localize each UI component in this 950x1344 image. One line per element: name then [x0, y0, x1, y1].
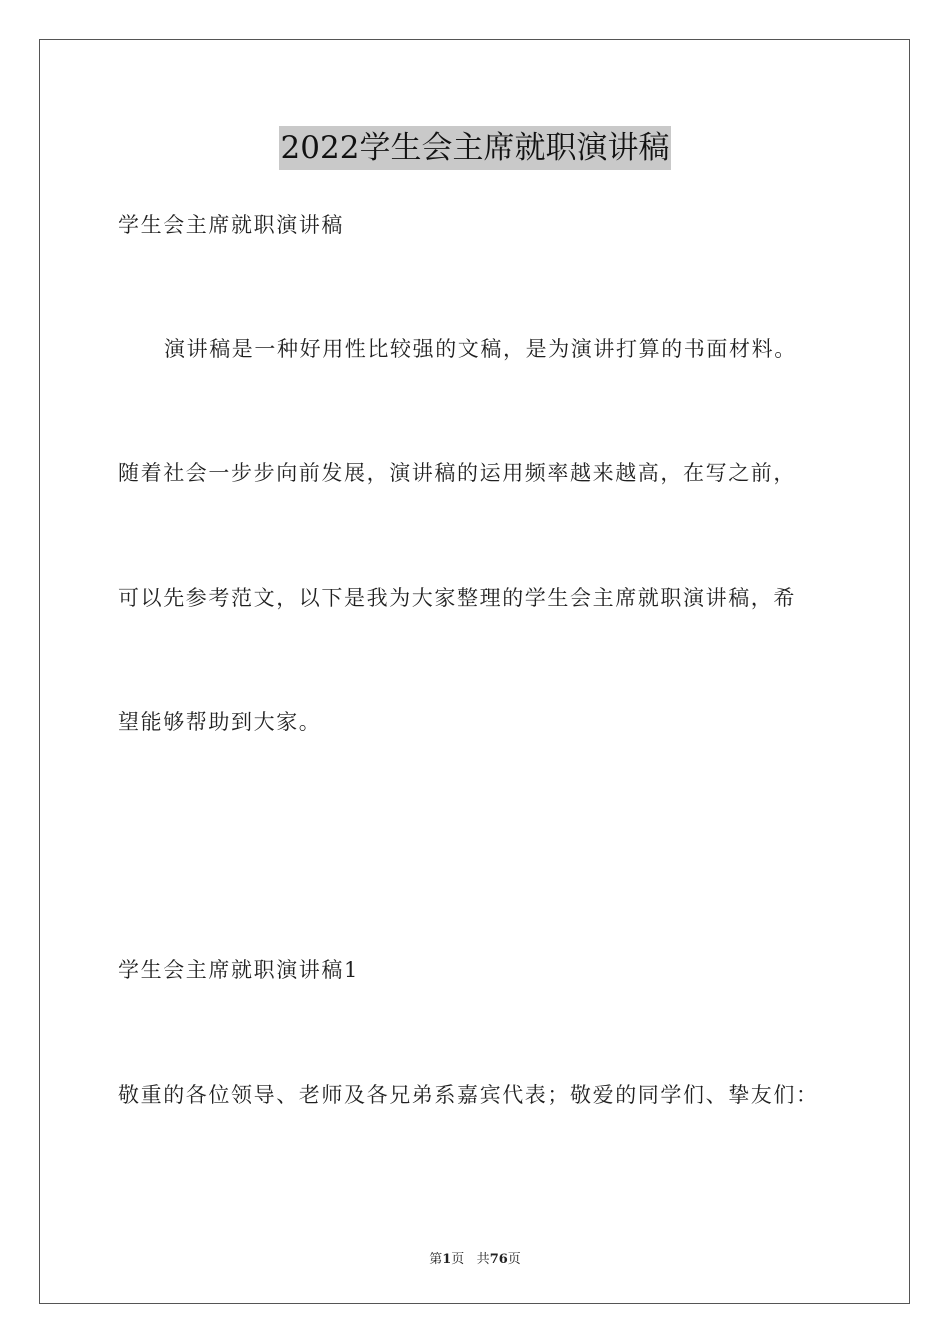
- intro-line-1: 演讲稿是一种好用性比较强的文稿，是为演讲打算的书面材料。: [164, 337, 797, 361]
- intro-line-3: 可以先参考范文，以下是我为大家整理的学生会主席就职演讲稿，希: [118, 586, 796, 610]
- footer-total-prefix: 共: [476, 1252, 490, 1267]
- title-container: [0, 126, 950, 170]
- footer-page-suffix: 页: [451, 1252, 465, 1267]
- intro-line-2: 随着社会一步步向前发展，演讲稿的运用频率越来越高，在写之前，: [118, 461, 796, 485]
- footer-page-prefix: 第: [429, 1252, 443, 1267]
- footer-total-suffix: 页: [507, 1252, 521, 1267]
- document-title: 2022学生会主席就职演讲稿: [279, 126, 672, 170]
- document-subtitle: 学生会主席就职演讲稿: [118, 213, 344, 237]
- footer-total-pages: 76: [489, 1252, 508, 1267]
- section-heading: 学生会主席就职演讲稿1: [118, 958, 359, 982]
- greeting-line: 敬重的各位领导、老师及各兄弟系嘉宾代表；敬爱的同学们、挚友们：: [118, 1083, 819, 1107]
- intro-line-4: 望能够帮助到大家。: [118, 710, 322, 734]
- footer-page-number: 1: [442, 1252, 452, 1267]
- page-footer: [0, 1248, 950, 1267]
